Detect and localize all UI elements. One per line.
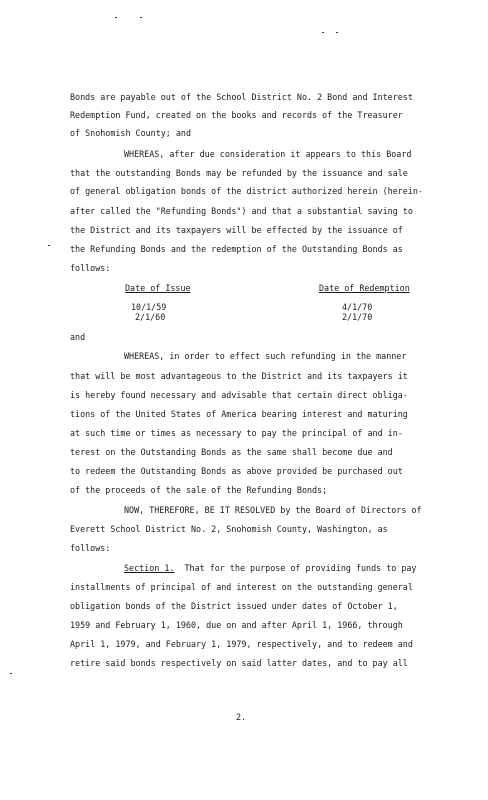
table-header-redemption: Date of Redemption (319, 283, 410, 293)
body-line: obligation bonds of the District issued under dates of October 1, (70, 601, 398, 611)
section-line-rest: That for the purpose of providing funds to pay (174, 563, 417, 573)
table-cell-issue: 10/1/59 (131, 302, 167, 312)
section-1-first-line (124, 563, 416, 573)
body-line: Everett School District No. 2, Snohomish County, Washington, as (70, 524, 388, 534)
body-line: at such time or times as necessary to pay the principal of and in- (70, 428, 403, 438)
scan-speck (322, 32, 324, 33)
scan-speck (10, 673, 12, 674)
body-line: to redeem the Outstanding Bonds as above provided be purchased out (70, 466, 403, 476)
body-line: Redemption Fund, created on the books and records of the Treasurer (70, 110, 403, 120)
page-number: 2. (236, 712, 247, 722)
body-line: retire said bonds respectively on said latter dates, and to pay all (70, 658, 408, 668)
body-line: is hereby found necessary and advisable that certain direct obliga- (70, 390, 408, 400)
table-header-issue: Date of Issue (125, 283, 191, 293)
body-line: after called the "Refunding Bonds") and that a substantial saving to (70, 206, 413, 216)
section-label: Section 1. (124, 563, 175, 573)
body-line: tions of the United States of America bearing interest and maturing (70, 409, 408, 419)
body-line: April 1, 1979, and February 1, 1979, respectively, and to redeem and (70, 639, 413, 649)
body-line: 1959 and February 1, 1960, due on and after April 1, 1966, through (70, 620, 403, 630)
table-cell-redemption: 4/1/70 (342, 302, 373, 312)
scan-speck (48, 245, 50, 246)
scan-speck (336, 32, 338, 33)
body-line: of the proceeds of the sale of the Refunding Bonds; (70, 485, 328, 495)
body-line: of general obligation bonds of the district authorized herein (herein- (70, 186, 423, 196)
body-line: WHEREAS, after due consideration it appears to this Board (124, 149, 412, 159)
body-line: WHEREAS, in order to effect such refunding in the manner (124, 351, 407, 361)
body-line: terest on the Outstanding Bonds as the same shall become due and (70, 447, 393, 457)
table-cell-redemption: 2/1/70 (342, 312, 373, 322)
body-line: installments of principal of and interest on the outstanding general (70, 582, 413, 592)
body-line: of Snohomish County; and (70, 128, 192, 138)
scan-speck (115, 17, 117, 18)
body-line: that the outstanding Bonds may be refunded by the issuance and sale (70, 168, 408, 178)
body-line: follows: (70, 263, 111, 273)
body-line: NOW, THEREFORE, BE IT RESOLVED by the Board of Directors of (124, 505, 422, 515)
body-line: Bonds are payable out of the School District No. 2 Bond and Interest (70, 92, 413, 102)
body-line: the District and its taxpayers will be effected by the issuance of (70, 225, 403, 235)
body-line: the Refunding Bonds and the redemption of the Outstanding Bonds as (70, 244, 403, 254)
body-line: follows: (70, 543, 111, 553)
and-line: and (70, 332, 86, 342)
scan-speck (140, 17, 142, 18)
table-cell-issue: 2/1/60 (135, 312, 166, 322)
body-line: that will be most advantageous to the District and its taxpayers it (70, 371, 408, 381)
